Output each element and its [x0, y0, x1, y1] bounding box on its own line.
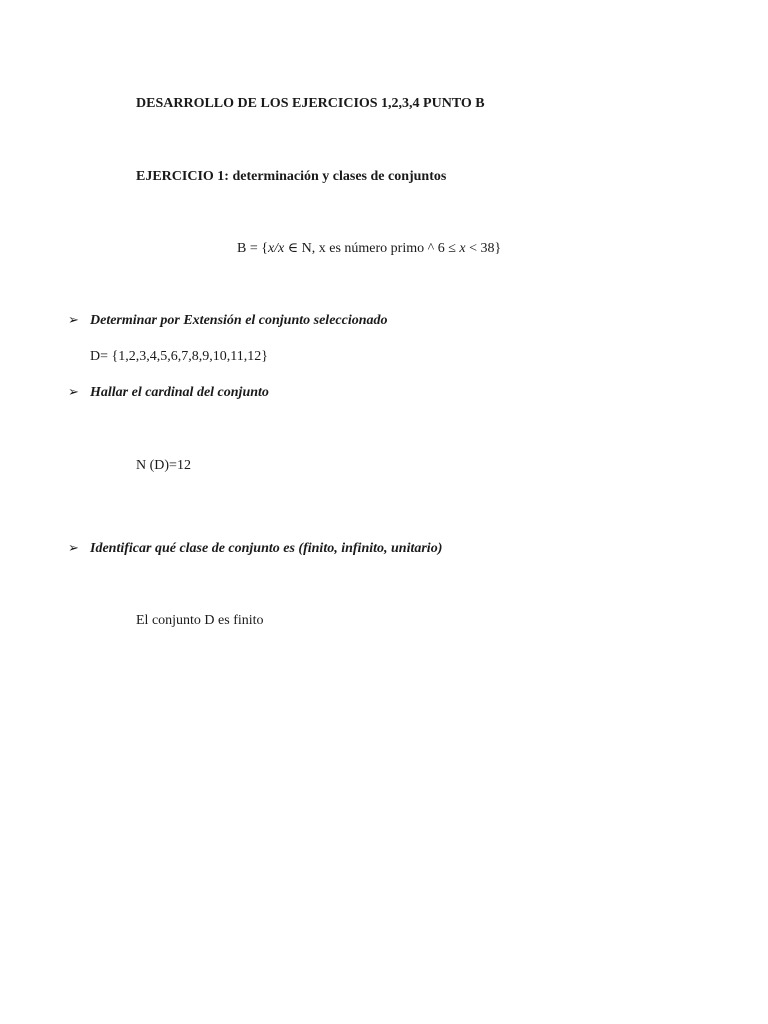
arrow-bullet-icon: ➢ — [68, 541, 79, 556]
bullet-text: Identificar qué clase de conjunto es (finito, infinito, unitario) — [90, 541, 443, 556]
formula-middle: ∈ N, x es número primo ^ 6 ≤ — [284, 241, 460, 256]
formula-suffix: < 38} — [465, 241, 502, 256]
document-title: DESARROLLO DE LOS EJERCICIOS 1,2,3,4 PUNTO B — [136, 96, 485, 111]
bullet-determine-extension — [68, 314, 388, 328]
exercise-heading: EJERCICIO 1: determinación y clases de conjuntos — [136, 169, 447, 184]
formula-prefix: B = { — [237, 241, 268, 256]
bullet-find-cardinal — [68, 386, 269, 400]
set-definition-formula — [237, 242, 501, 256]
cardinal-value: N (D)=12 — [136, 458, 191, 473]
set-extension: D= {1,2,3,4,5,6,7,8,9,10,11,12} — [90, 349, 268, 364]
classification-statement: El conjunto D es finito — [136, 613, 264, 628]
bullet-text: Hallar el cardinal del conjunto — [90, 385, 269, 400]
formula-variable-x: x — [459, 241, 466, 256]
bullet-identify-class — [68, 542, 442, 556]
arrow-bullet-icon: ➢ — [68, 313, 79, 328]
arrow-bullet-icon: ➢ — [68, 385, 79, 400]
formula-variable: x/x — [267, 241, 285, 256]
bullet-text: Determinar por Extensión el conjunto seleccionado — [90, 313, 388, 328]
